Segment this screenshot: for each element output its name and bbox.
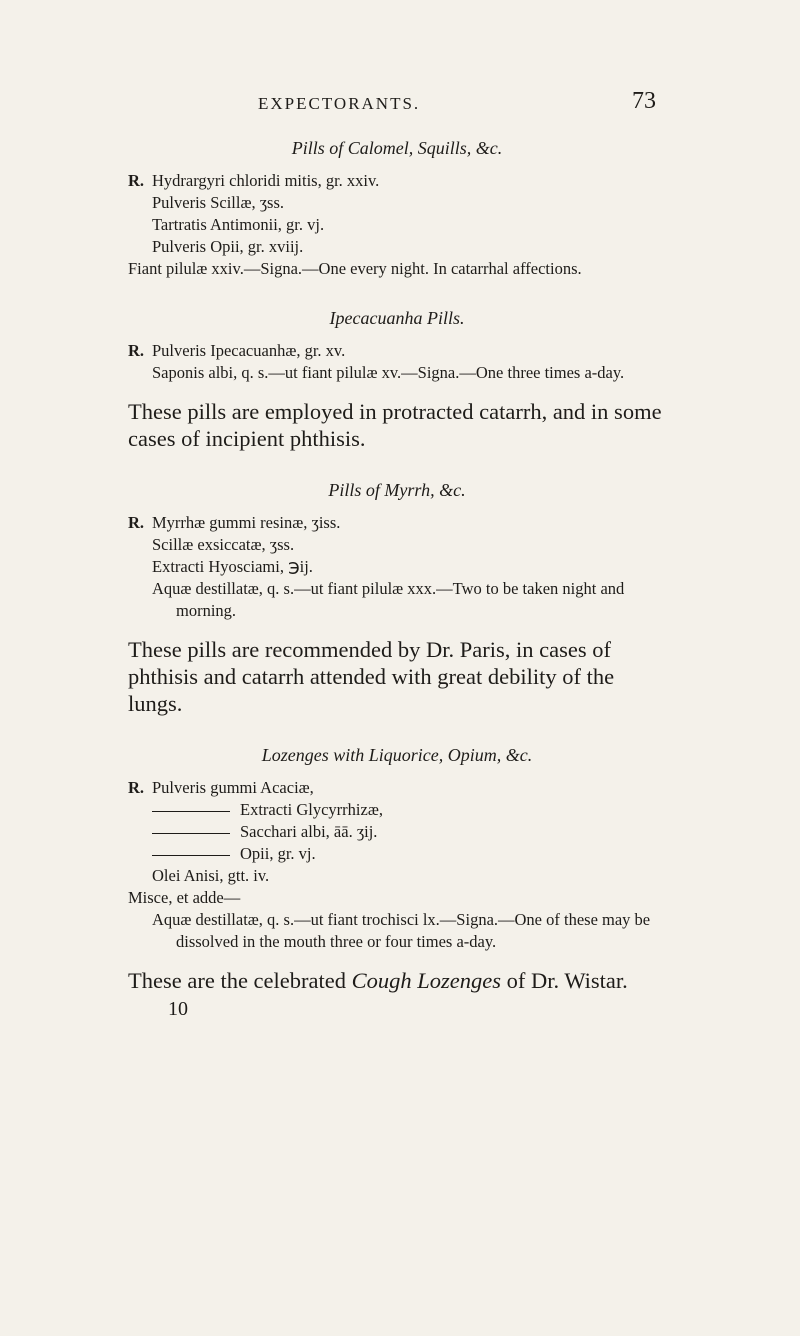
prescription-line	[128, 777, 666, 799]
recipe-symbol: R.	[128, 513, 145, 532]
prescription-liquorice-lozenges	[128, 743, 666, 1021]
ditto-rule	[152, 811, 230, 812]
recipe-symbol: R.	[128, 341, 145, 360]
signature-mark: 10	[168, 998, 188, 1020]
ingredient-text: Myrrhæ gummi resinæ, ʒiss.	[152, 513, 341, 532]
prescription-line	[128, 340, 666, 362]
prescription-line: Aquæ destillatæ, q. s.—ut fiant pilulæ xxx.—Two to be taken night and morning.	[152, 579, 625, 620]
prescription-line: Misce, et adde—	[128, 888, 241, 907]
recipe-symbol: R.	[128, 778, 145, 797]
prescription-ipecacuanha	[128, 306, 666, 452]
commentary-paragraph: These pills are employed in protracted catarrh, and in some cases of incipient phthisis.	[128, 399, 662, 451]
page-number: 73	[632, 88, 656, 114]
prescription-line: Aquæ destillatæ, q. s.—ut fiant trochisci lx.—Signa.—One of these may be dissolved in the mouth three or four times a-day.	[152, 910, 651, 951]
prescription-line: Olei Anisi, gtt. iv.	[152, 866, 270, 885]
ingredient-text: Pulveris gummi Acaciæ,	[152, 778, 314, 797]
prescription-line: Extracti Hyosciami, ℈ij.	[152, 557, 313, 576]
page-content	[128, 136, 666, 1021]
prescription-body	[128, 512, 666, 622]
commentary-paragraph: These pills are recommended by Dr. Paris, in cases of phthisis and catarrh attended with great debility of the lungs.	[128, 637, 615, 716]
section-heading: Lozenges with Liquorice, Opium, &c.	[261, 745, 533, 765]
prescription-line	[128, 843, 666, 865]
ingredient-text: Extracti Glycyrrhizæ,	[240, 800, 383, 819]
ditto-rule	[152, 833, 230, 834]
section-heading: Ipecacuanha Pills.	[329, 308, 465, 328]
prescription-line: Pulveris Scillæ, ʒss.	[152, 193, 285, 212]
ditto-rule	[152, 855, 230, 856]
ingredient-text: Pulveris Ipecacuanhæ, gr. xv.	[152, 341, 346, 360]
prescription-calomel-squills	[128, 136, 666, 280]
prescription-line	[128, 170, 666, 192]
prescription-line	[128, 821, 666, 843]
recipe-symbol: R.	[128, 171, 145, 190]
ingredient-text: Opii, gr. vj.	[240, 844, 316, 863]
prescription-line	[128, 512, 666, 534]
prescription-line	[128, 799, 666, 821]
prescription-line: Scillæ exsiccatæ, ʒss.	[152, 535, 295, 554]
commentary-emphasis: Cough Lozenges	[351, 968, 501, 993]
commentary-text: of Dr. Wistar.	[501, 968, 628, 993]
commentary-text: These are the celebrated	[128, 968, 352, 993]
commentary-paragraph	[128, 967, 666, 994]
prescription-body	[128, 777, 666, 953]
section-heading: Pills of Myrrh, &c.	[328, 480, 466, 500]
running-head-title: EXPECTORANTS.	[258, 94, 421, 113]
ingredient-text: Sacchari albi, āā. ʒij.	[240, 822, 378, 841]
prescription-line: Fiant pilulæ xxiv.—Signa.—One every night. In catarrhal affections.	[128, 259, 582, 278]
prescription-line: Saponis albi, q. s.—ut fiant pilulæ xv.—Signa.—One three times a-day.	[152, 363, 625, 382]
prescription-line: Tartratis Antimonii, gr. vj.	[152, 215, 325, 234]
prescription-body	[128, 340, 666, 384]
prescription-body	[128, 170, 666, 280]
prescription-myrrh	[128, 478, 666, 717]
running-head	[0, 88, 800, 128]
prescription-line: Pulveris Opii, gr. xviij.	[152, 237, 304, 256]
section-heading: Pills of Calomel, Squills, &c.	[291, 138, 503, 158]
ingredient-text: Hydrargyri chloridi mitis, gr. xxiv.	[152, 171, 380, 190]
